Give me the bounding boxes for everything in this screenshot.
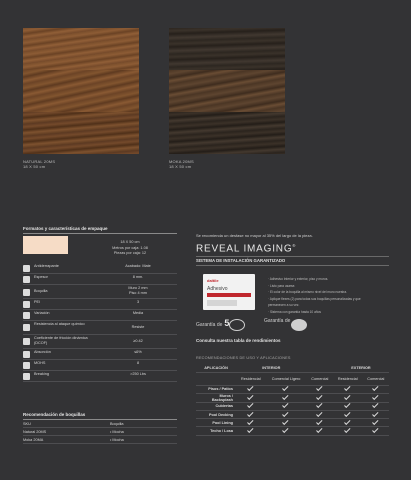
- check-icon: [247, 385, 253, 391]
- natural-swatch-size: 18 X 50 cm: [23, 164, 46, 169]
- uses-row-label: Techo / Losa: [196, 427, 236, 435]
- check-icon: [247, 418, 253, 424]
- uses-row: [196, 385, 389, 393]
- check-icon: [372, 402, 378, 408]
- check-icon: [344, 393, 350, 399]
- format-divider: [23, 233, 177, 234]
- check-icon: [316, 418, 322, 424]
- check-icon: [344, 402, 350, 408]
- moka-swatch-name: MOKA 20MS: [169, 159, 194, 164]
- check-icon: [316, 410, 322, 416]
- boquillas-title: Recomendación de boquillas: [23, 412, 86, 417]
- spec-row-pei: PEI 3: [23, 299, 177, 310]
- check-icon: [316, 393, 322, 399]
- slip-icon: [23, 265, 30, 272]
- check-icon: [247, 393, 253, 399]
- format-meters-per-box: Metros por caja: 1.08: [112, 245, 148, 250]
- check-icon: [282, 410, 288, 416]
- check-icon: [344, 385, 350, 391]
- check-icon: [282, 427, 288, 433]
- breaking-icon: [23, 373, 30, 380]
- reveal-divider: [196, 256, 389, 257]
- check-icon: [247, 402, 253, 408]
- uses-row: [196, 419, 389, 427]
- sistema-title: SISTEMA DE INSTALACIÓN GARANTIZADO: [196, 258, 286, 263]
- uses-row: [196, 393, 389, 402]
- check-icon: [282, 393, 288, 399]
- yield-table-link[interactable]: Consulta nuestra tabla de rendimientos: [196, 338, 281, 343]
- uses-row: [196, 411, 389, 419]
- lifetime-badge-icon: [291, 319, 307, 331]
- spec-row-resistencia: Resistencia al ataque químico Resiste: [23, 321, 177, 335]
- variation-icon: [23, 312, 30, 319]
- uses-row-label: Pool Lining: [196, 419, 236, 427]
- check-icon: [344, 418, 350, 424]
- offset-recommendation: Se recomienda un desfase no mayor al 35% del largo de la pieza.: [196, 233, 313, 238]
- spec-row-boquilla: Boquilla Muro 2 mm Piso 4 mm: [23, 285, 177, 299]
- boquillas-row-natural: Natural 20MS • Mocha: [23, 428, 177, 436]
- check-icon: [344, 410, 350, 416]
- warranty-5-years: Garantía de 5: [196, 318, 230, 328]
- format-color-swatch: [23, 236, 68, 254]
- installation-bullets: · Adhesivo Interior y exterior, piso y muros. · Listo para usarse. · El color de la boquilla al mismo nivel del muro nuestra. · Aplique flexes (2) para todas sus boquillas personalizadas y que permanecen a su vez. · Sistema con garantía hasta 10 años: [268, 277, 361, 314]
- check-icon: [247, 410, 253, 416]
- product-brand: daltile: [207, 278, 219, 283]
- sistema-divider: [196, 265, 389, 266]
- spec-row-absorcion: Absorción ≤6%: [23, 349, 177, 360]
- spec-row-dcof: Coeficiente de fricción dinámica (DCOF) ≥0.42: [23, 335, 177, 349]
- format-section-title: Formatos y características de empaque: [23, 226, 108, 231]
- spec-row-variacion: Variación Media: [23, 310, 177, 321]
- moka-swatch-size: 18 X 50 cm: [169, 164, 192, 169]
- check-icon: [372, 427, 378, 433]
- moka-swatch-caption: [169, 159, 194, 169]
- warranty-badge-icon: [229, 319, 245, 331]
- spec-row-antiderrapante: Antiderrapante Acabado: Mate: [23, 263, 177, 274]
- natural-swatch-caption: [23, 159, 55, 169]
- check-icon: [282, 418, 288, 424]
- pei-icon: [23, 301, 30, 308]
- check-icon: [372, 385, 378, 391]
- check-icon: [316, 427, 322, 433]
- grout-icon: [23, 289, 30, 296]
- uses-header-row: APLICACIÓN INTERIOR EXTERIOR: [196, 364, 389, 372]
- spec-row-breaking: Breaking >250 Lbs: [23, 371, 177, 382]
- uses-row-label: Pisos / Patios: [196, 385, 236, 393]
- check-icon: [372, 418, 378, 424]
- uses-row: [196, 427, 389, 435]
- check-icon: [282, 385, 288, 391]
- natural-swatch-name: NATURAL 20MS: [23, 159, 56, 164]
- uses-table: [196, 364, 389, 436]
- moka-swatch-image: [169, 28, 285, 154]
- boquillas-header: SKU Boquilla: [23, 420, 177, 428]
- check-icon: [344, 427, 350, 433]
- boquillas-row-moka: Moka 20MA • Mocha: [23, 436, 177, 444]
- uses-row: [196, 402, 389, 410]
- check-icon: [372, 393, 378, 399]
- uses-row-label: Pool Decking: [196, 411, 236, 419]
- format-size: 18 X 50 cm: [120, 240, 140, 244]
- chemical-icon: [23, 324, 30, 331]
- format-details: [95, 240, 165, 257]
- hardness-icon: [23, 362, 30, 369]
- uses-row-label: Cubiertas: [196, 402, 236, 410]
- thickness-icon: [23, 276, 30, 283]
- warranty-lifetime: Garantía de: [264, 318, 291, 324]
- format-pieces-per-box: Piezas por caja: 12: [113, 251, 147, 256]
- check-icon: [372, 410, 378, 416]
- uses-row-label: Muros / Backsplash: [196, 393, 236, 402]
- absorption-icon: [23, 351, 30, 358]
- uses-subheader-row: Residencial Comercial Ligero Comercial Residencial Comercial: [196, 372, 389, 385]
- spec-row-mohs: MOHS 8: [23, 360, 177, 371]
- check-icon: [316, 385, 322, 391]
- spec-row-espesor: Espesor 8 mm.: [23, 274, 177, 285]
- reveal-imaging-title: REVEAL IMAGING®: [196, 243, 297, 255]
- uses-title: RECOMENDACIONES DE USO Y APLICACIONES: [196, 356, 291, 360]
- check-icon: [316, 402, 322, 408]
- natural-swatch-image: [23, 28, 139, 154]
- check-icon: [282, 402, 288, 408]
- adhesive-product-image: [203, 274, 255, 310]
- friction-icon: [23, 338, 30, 345]
- check-icon: [247, 427, 253, 433]
- product-name: Adhesivo: [207, 286, 228, 292]
